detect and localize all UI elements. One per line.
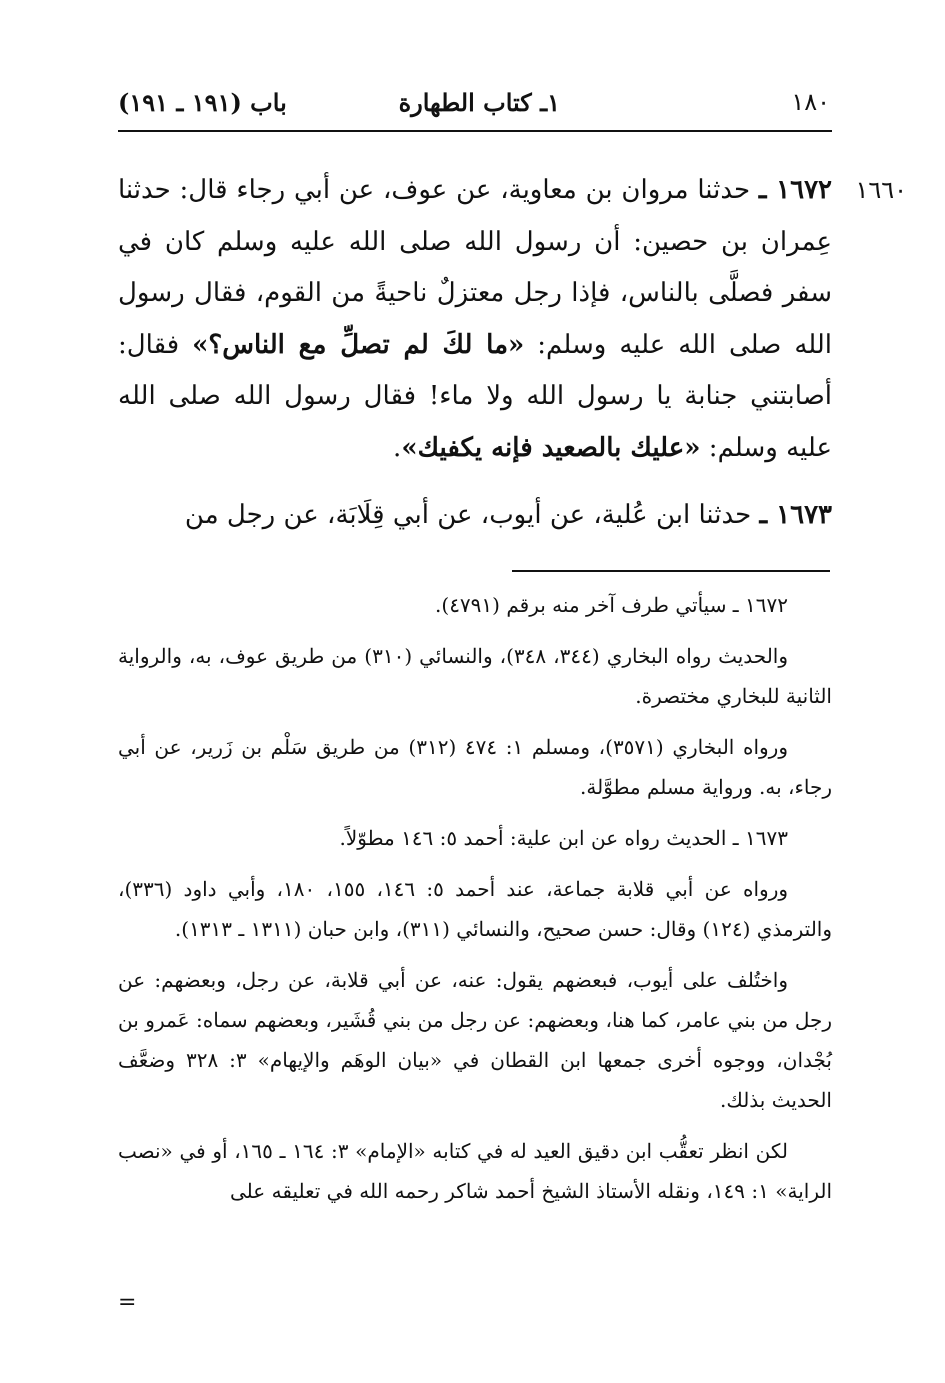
margin-number: ١٦٦٠: [855, 176, 907, 204]
footnote-paragraph: لكن انظر تعقُّب ابن دقيق العيد له في كتابه «الإمام» ٣: ١٦٤ ـ ١٦٥، أو في «نصب الراية» ١: ١٤٩، ونقله الأستاذ الشيخ أحمد شاكر رحمه الله في تعليقه على: [118, 1139, 832, 1203]
prophet-quote: «عليك بالصعيد فإنه يكفيك»: [401, 432, 701, 463]
hadith-text: فقال: أصابتني جنابة يا رسول الله ولا ماء! فقال رسول الله صلى الله عليه وسلم:: [118, 329, 832, 463]
footnotes: [118, 585, 832, 1222]
footnote-paragraph: ١٦٧٢ ـ سيأتي طرف آخر منه برقم (٤٧٩١).: [435, 593, 788, 617]
prophet-quote: «ما لكَ لم تصلِّ مع الناس؟»: [192, 329, 525, 360]
hadith-1672: [118, 165, 832, 474]
continuation-mark: =: [118, 1290, 137, 1315]
footnote-separator: [512, 570, 830, 572]
hadith-text: حدثنا مروان بن معاوية، عن عوف، عن أبي رجاء قال: حدثنا عِمران بن حصين: أن رسول الله صلى الله عليه وسلم كان في سفر فصلَّى بالناس، فإذا رجل معتزلٌ ناحيةً من القوم، فقال رسول الله صلى الله عليه وسلم:: [118, 175, 833, 360]
hadith-number: ١٦٧٢ ـ: [758, 175, 833, 205]
footnote-paragraph: ورواه عن أبي قلابة جماعة، عند أحمد ٥: ١٤٦، ١٥٥، ١٨٠، وأبي داود (٣٣٦)، والترمذي (١٢٤) وقال: حسن صحيح، والنسائي (٣١١)، وابن حبان (١٣١١ ـ ١٣١٣).: [118, 877, 832, 941]
hadith-text-end: .: [393, 432, 402, 463]
book-title: ١ـ كتاب الطهارة: [398, 88, 560, 117]
footnote-paragraph: ١٦٧٣ ـ الحديث رواه عن ابن علية: أحمد ٥: ١٤٦ مطوّلاً.: [339, 826, 788, 850]
footnote-paragraph: والحديث رواه البخاري (٣٤٤، ٣٤٨)، والنسائي (٣١٠) من طريق عوف، به، والرواية الثانية للبخاري مختصرة.: [118, 644, 832, 708]
hadith-1673: [118, 490, 832, 541]
hadith-text: حدثنا ابن عُلية، عن أيوب، عن أبي قِلَابَة، عن رجل من: [184, 500, 760, 530]
page-number: ١٨٠: [791, 88, 830, 116]
header-rule: [118, 130, 832, 132]
running-header: [118, 88, 830, 126]
chapter-range: باب (١٩١ ـ ١٩١): [118, 88, 287, 117]
footnote-paragraph: واختُلف على أيوب، فبعضهم يقول: عنه، عن أبي قلابة، عن رجل، وبعضهم: عن رجل من بني عامر، كما هنا، وبعضهم: عن رجل من بني قُشَير، وبعضهم سماه: عَمرو بن بُجْدان، ووجوه أخرى جمعها ابن القطان في «بيان الوهَم والإيهام» ٣: ٣٢٨ وضعَّف الحديث بذلك.: [118, 968, 832, 1112]
footnote-paragraph: ورواه البخاري (٣٥٧١)، ومسلم ١: ٤٧٤ (٣١٢) من طريق سَلْم بن زَرير، عن أبي رجاء، به. ورواية مسلم مطوَّلة.: [118, 735, 832, 799]
hadith-number: ١٦٧٣ ـ: [759, 500, 832, 530]
